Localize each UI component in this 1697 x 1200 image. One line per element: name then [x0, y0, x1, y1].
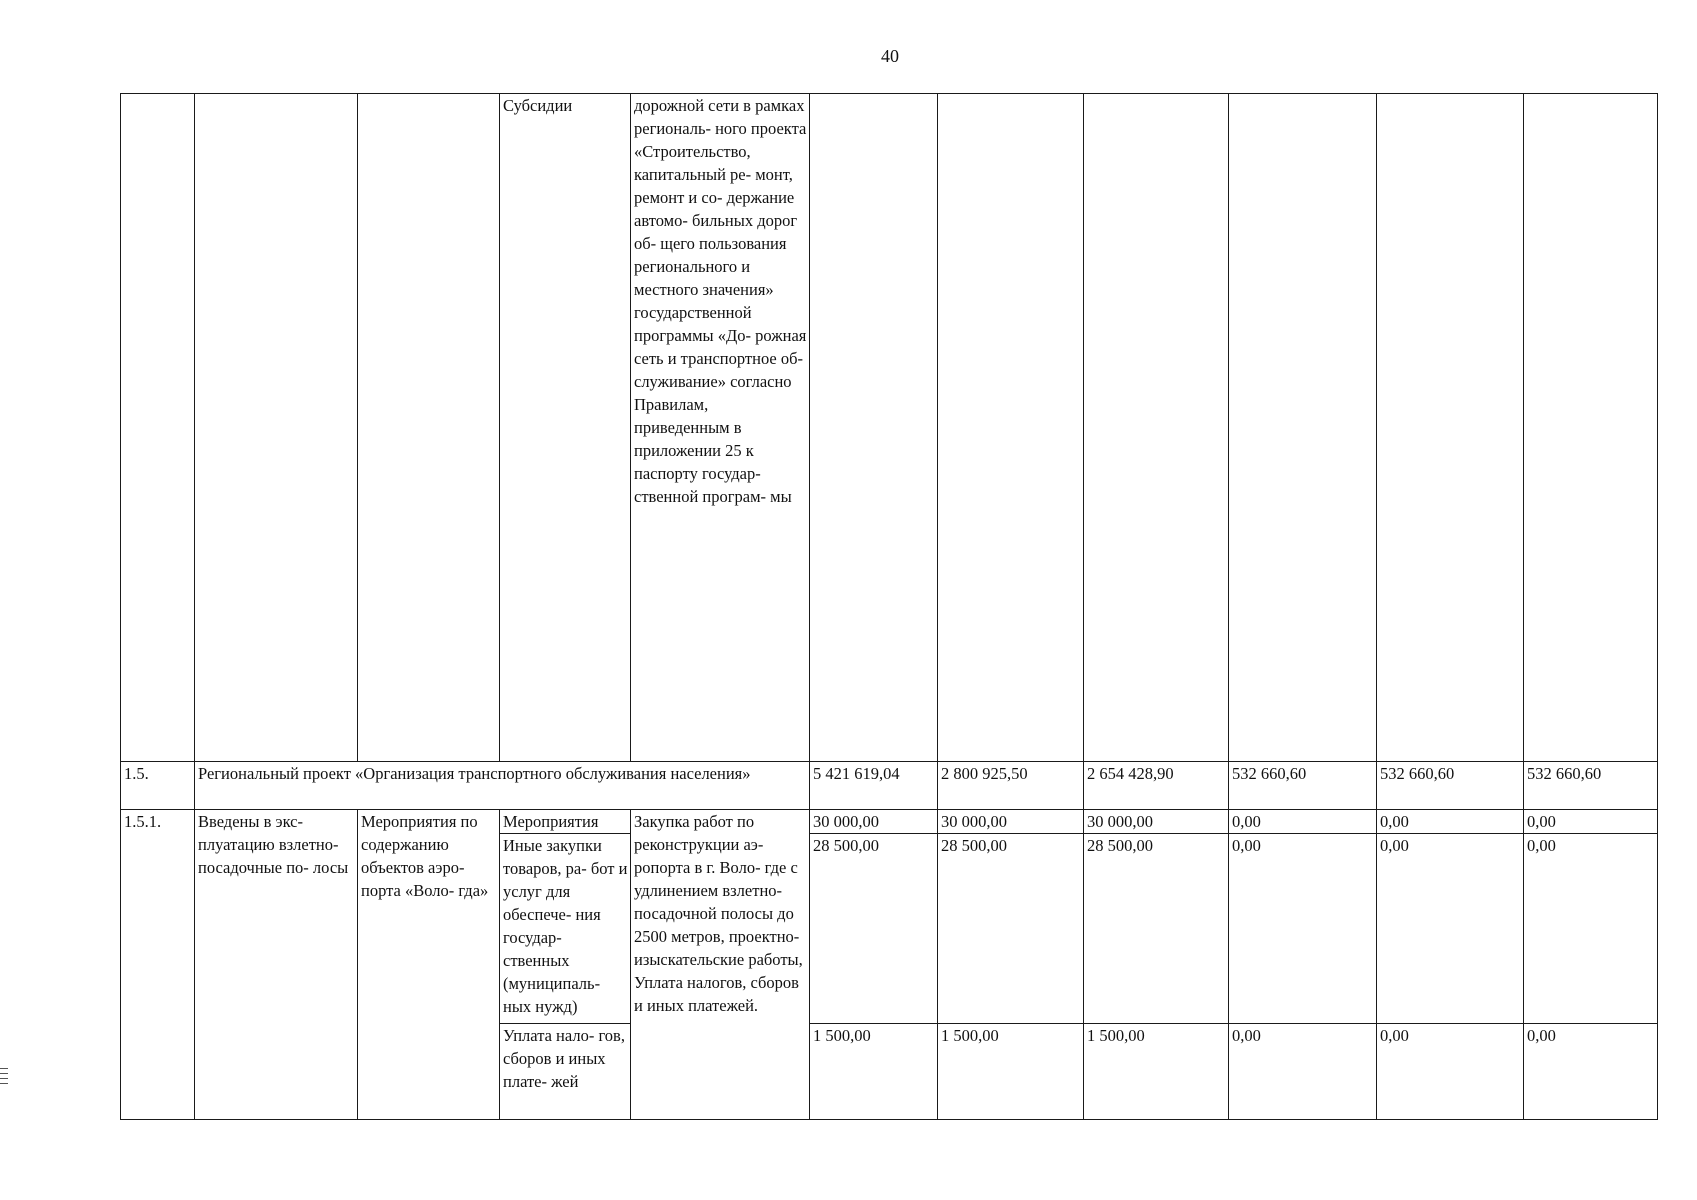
- cell-item-total-value: 30 000,00: [938, 810, 1084, 834]
- cell-empty: [1377, 94, 1524, 762]
- cell-subsidy-description: дорожной сети в рамках региональ- ного проекта «Строительство, капитальный ре- монт, ремонт и со- держание автомо- бильных дорог об- щего пользования регионального и местного значения» государственной программы «До- рожная сеть и транспортное об- служивание» согласно Правилам, приведенным в приложении 25 к паспорту государ- ственной програм- мы: [631, 94, 810, 762]
- cell-empty: [1084, 94, 1229, 762]
- table-row-item-total: [121, 810, 1658, 834]
- cell-item-total-value: 0,00: [1377, 810, 1524, 834]
- cell-project-value: 2 654 428,90: [1084, 762, 1229, 810]
- cell-project-title: Региональный проект «Организация транспортного обслуживания населения»: [195, 762, 810, 810]
- cell-empty: [1524, 94, 1658, 762]
- cell-project-value: 5 421 619,04: [810, 762, 938, 810]
- cell-item-event: Мероприятия по содержанию объектов аэро- порта «Воло- гда»: [358, 810, 500, 1120]
- budget-table: [120, 93, 1658, 1120]
- cell-empty: [121, 94, 195, 762]
- cell-sub-value: 1 500,00: [1084, 1024, 1229, 1120]
- cell-sub-value: 28 500,00: [938, 834, 1084, 1024]
- cell-empty: [358, 94, 500, 762]
- cell-sub-value: 0,00: [1524, 834, 1658, 1024]
- cell-sub-value: 0,00: [1229, 1024, 1377, 1120]
- cell-expense-kind: Субсидии: [500, 94, 631, 762]
- cell-sub-value: 28 500,00: [810, 834, 938, 1024]
- cell-sub-value: 1 500,00: [810, 1024, 938, 1120]
- cell-item-total-value: 0,00: [1229, 810, 1377, 834]
- cell-item-purpose: Закупка работ по реконструкции аэ- ропорта в г. Воло- где с удлинением взлетно- посадочной полосы до 2500 метров, проектно- изыскательские работы, Уплата налогов, сборов и иных платежей.: [631, 810, 810, 1120]
- cell-project-value: 532 660,60: [1524, 762, 1658, 810]
- cell-sub-value: 0,00: [1229, 834, 1377, 1024]
- cell-sub-value: 0,00: [1377, 834, 1524, 1024]
- cell-empty: [195, 94, 358, 762]
- cell-item-total-value: 30 000,00: [1084, 810, 1229, 834]
- cell-project-code: 1.5.: [121, 762, 195, 810]
- cell-item-result: Введены в экс- плуатацию взлетно- посадочные по- лосы: [195, 810, 358, 1120]
- page-number: 40: [881, 46, 899, 66]
- table-row-subsidies: [121, 94, 1658, 762]
- cell-empty: [810, 94, 938, 762]
- cell-sub-value: 0,00: [1377, 1024, 1524, 1120]
- cell-item-code: 1.5.1.: [121, 810, 195, 1120]
- cell-sub-value: 0,00: [1524, 1024, 1658, 1120]
- cell-sub-type-taxes: Уплата нало- гов, сборов и иных плате- жей: [500, 1024, 631, 1120]
- cell-project-value: 532 660,60: [1229, 762, 1377, 810]
- cell-empty: [1229, 94, 1377, 762]
- cell-sub-value: 1 500,00: [938, 1024, 1084, 1120]
- cell-sub-value: 28 500,00: [1084, 834, 1229, 1024]
- cell-sub-type-procurement: Иные закупки товаров, ра- бот и услуг для обеспече- ния государ- ственных (муниципаль- ных нужд): [500, 834, 631, 1024]
- cell-item-total-value: 0,00: [1524, 810, 1658, 834]
- cell-empty: [938, 94, 1084, 762]
- cell-project-value: 2 800 925,50: [938, 762, 1084, 810]
- cell-project-value: 532 660,60: [1377, 762, 1524, 810]
- table-row-regional-project: [121, 762, 1658, 810]
- binding-margin-mark: [0, 1068, 8, 1088]
- cell-item-total-value: 30 000,00: [810, 810, 938, 834]
- cell-item-type-total: Мероприятия: [500, 810, 631, 834]
